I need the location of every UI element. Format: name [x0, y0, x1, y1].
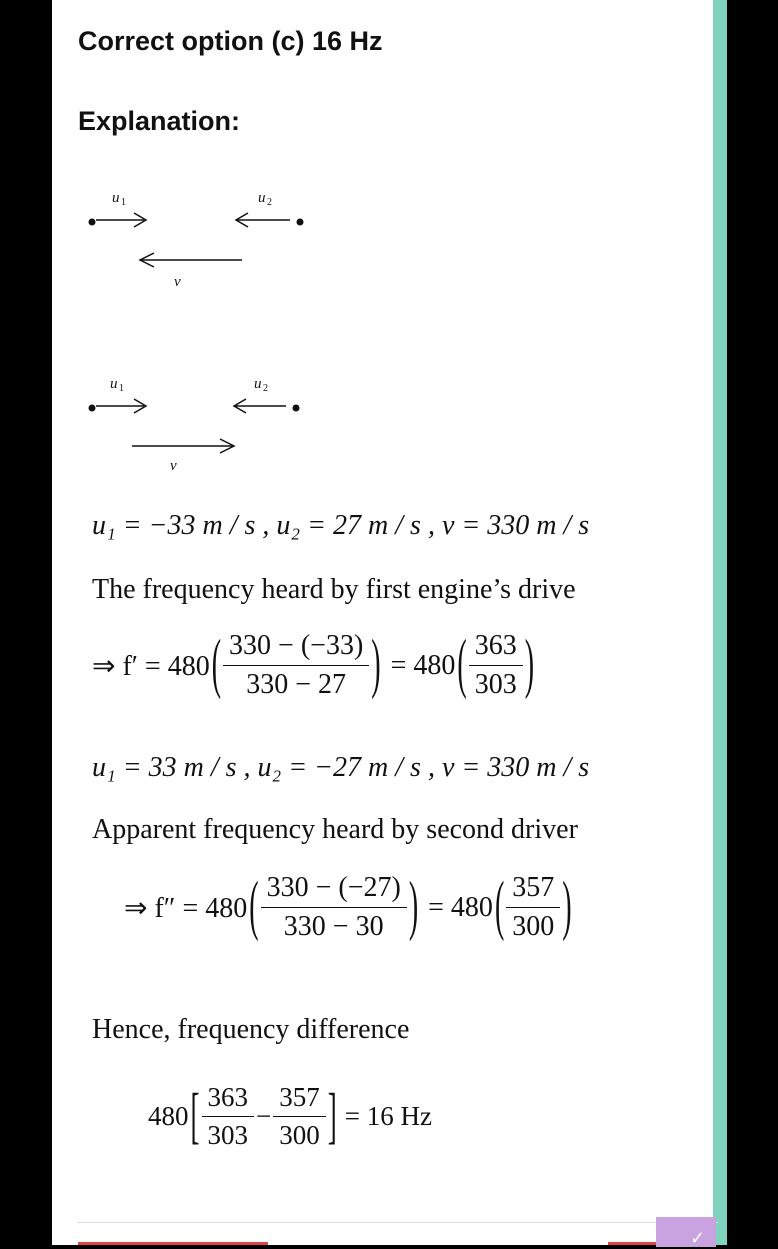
case1-fraction — [223, 630, 369, 701]
result-b-denominator: 300 — [279, 1120, 320, 1151]
correct-option: Correct option (c) 16 Hz — [78, 26, 383, 56]
velocity-diagram-1 — [78, 180, 338, 290]
case1-numerator2: 363 — [469, 630, 523, 666]
u2-label: u — [254, 376, 262, 392]
case1-fraction2 — [469, 630, 523, 701]
result-equation — [148, 1082, 434, 1151]
result-fraction-a — [202, 1082, 255, 1151]
check-icon: ✓ — [690, 1228, 706, 1248]
u1-label: u — [112, 190, 120, 206]
v-label: v — [174, 274, 181, 290]
case2-statement: Apparent frequency heard by second driver — [92, 814, 578, 845]
velocity-diagram-2 — [78, 370, 338, 480]
case1-lhs: ⇒ f′ = 480 — [92, 650, 210, 682]
open-paren: ( — [249, 869, 259, 944]
open-paren: ( — [494, 869, 505, 944]
open-paren: ( — [211, 627, 222, 702]
case2-fraction2 — [506, 872, 560, 943]
divider — [78, 1222, 718, 1223]
engine-1-dot — [89, 219, 96, 226]
u2-label: u — [258, 190, 266, 206]
case1-denominator2: 303 — [474, 669, 517, 701]
result-b-numerator: 357 — [273, 1082, 326, 1117]
close-paren: ) — [371, 627, 381, 702]
action-button[interactable] — [656, 1217, 716, 1247]
u2-sub: 2 — [267, 197, 272, 208]
accent-bar — [713, 0, 727, 1245]
result-fraction-b — [273, 1082, 326, 1151]
case1-denominator: 330 − 27 — [246, 669, 347, 701]
engine-2-dot — [293, 405, 300, 412]
open-paren: ( — [457, 627, 467, 702]
case2-lhs: ⇒ f″ = 480 — [124, 892, 248, 924]
close-paren: ) — [524, 627, 535, 702]
case2-values: u₁ = 33 m / s , u₂ = −27 m / s , v = 330 m / s — [92, 752, 590, 783]
engine-2-dot — [297, 219, 304, 226]
explanation-label: Explanation: — [78, 106, 241, 136]
case2-numerator: 330 − (−27) — [261, 872, 407, 908]
result-minus: − — [256, 1101, 272, 1132]
u1-sub: 1 — [119, 383, 124, 394]
open-bracket: [ — [190, 1080, 200, 1150]
result-statement: Hence, frequency difference — [92, 1014, 410, 1045]
case2-denominator2: 300 — [512, 911, 555, 943]
close-paren: ) — [408, 869, 419, 944]
case1-numerator: 330 − (−33) — [223, 630, 369, 666]
result-a-denominator: 303 — [207, 1120, 248, 1151]
engine-1-dot — [89, 405, 96, 412]
case1-equation — [92, 627, 536, 702]
case1-statement: The frequency heard by first engine’s drive — [92, 574, 576, 605]
v-label: v — [170, 458, 177, 474]
close-paren: ) — [562, 869, 572, 944]
case2-fraction — [261, 872, 407, 943]
u1-label: u — [110, 376, 118, 392]
case1-values: u₁ = −33 m / s , u₂ = 27 m / s , v = 330 m / s — [92, 510, 590, 541]
case2-equation — [124, 869, 574, 944]
close-bracket: ] — [327, 1080, 337, 1150]
case2-numerator2: 357 — [506, 872, 560, 908]
result-coef: 480 — [148, 1101, 189, 1132]
result-a-numerator: 363 — [202, 1082, 255, 1117]
result-answer: = 16 Hz — [344, 1101, 432, 1132]
case2-mid: = 480 — [428, 891, 493, 923]
u2-sub: 2 — [263, 383, 268, 394]
u1-sub: 1 — [121, 197, 126, 208]
case1-mid: = 480 — [390, 649, 456, 681]
case2-denominator: 330 − 30 — [283, 911, 384, 943]
